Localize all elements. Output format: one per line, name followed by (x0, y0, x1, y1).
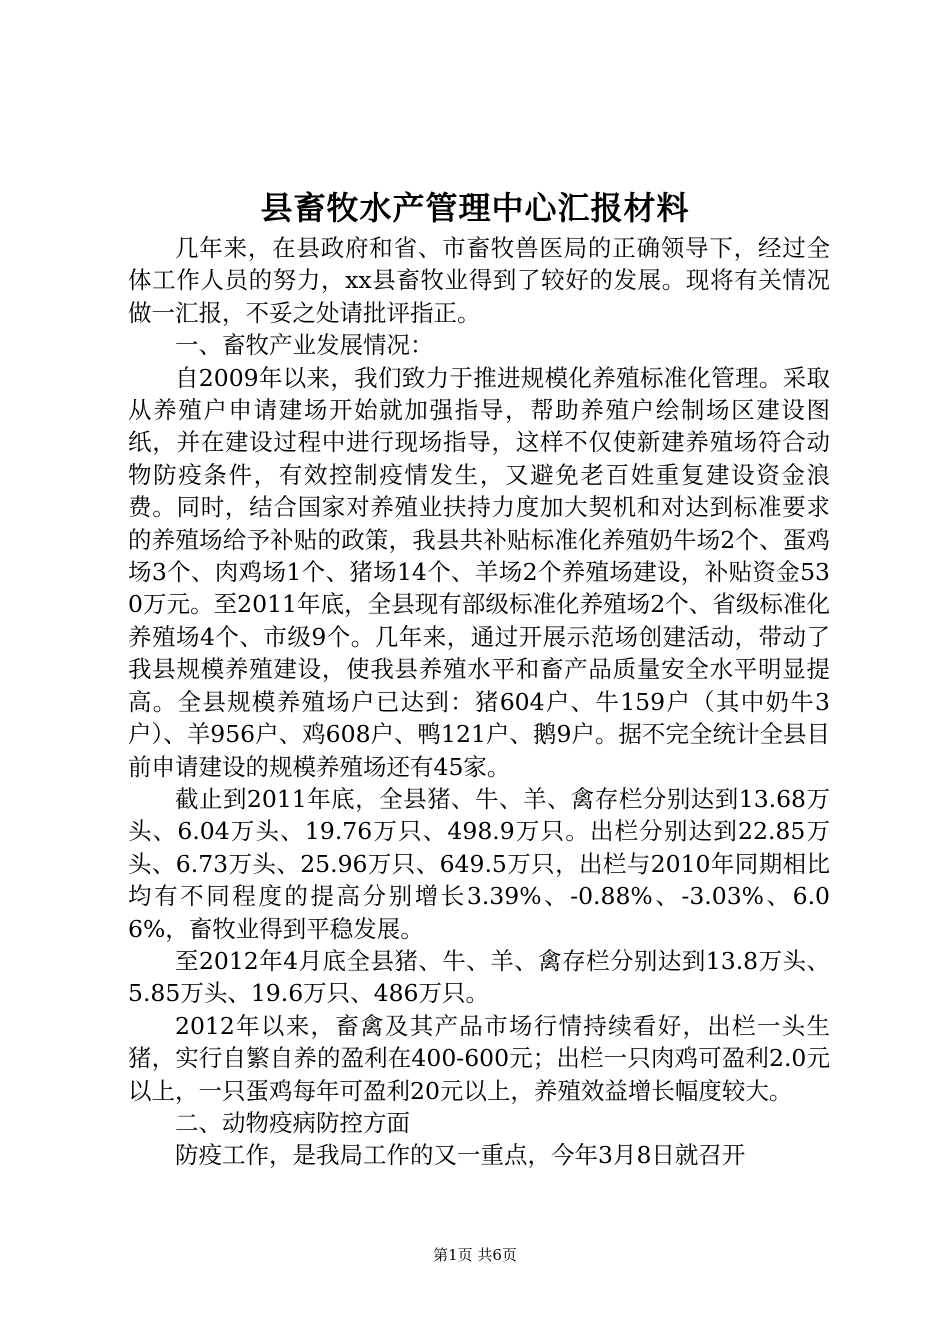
paragraph-market-profit: 2012年以来，畜禽及其产品市场行情持续看好，出栏一头生猪，实行自繁自养的盈利在400-600元；出栏一只肉鸡可盈利2.0元以上，一只蛋鸡每年可盈利20元以上，养殖效益增长幅度较大。 (128, 1011, 830, 1105)
document-body (128, 232, 830, 1172)
paragraph-2011-statistics: 截止到2011年底，全县猪、牛、羊、禽存栏分别达到13.68万头、6.04万头、19.76万只、498.9万只。出栏分别达到22.85万头、6.73万头、25.96万只、649.5万只，出栏与2010年同期相比均有不同程度的提高分别增长3.39%、-0.88%、-3.03%、6.06%，畜牧业得到平稳发展。 (128, 784, 830, 943)
section-heading-livestock: 一、畜牧产业发展情况： (175, 331, 434, 360)
paragraph-livestock-development: 自2009年以来，我们致力于推进规模化养殖标准化管理。采取从养殖户申请建场开始就加强指导，帮助养殖户绘制场区建设图纸，并在建设过程中进行现场指导，这样不仅使新建养殖场符合动物防疫条件，有效控制疫情发生，又避免老百姓重复建设资金浪费。同时，结合国家对养殖业扶持力度加大契机和对达到标准要求的养殖场给予补贴的政策，我县共补贴标准化养殖奶牛场2个、蛋鸡场3个、肉鸡场1个、猪场14个、羊场2个养殖场建设，补贴资金530万元。至2011年底，全县现有部级标准化养殖场2个、省级标准化养殖场4个、市级9个。几年来，通过开展示范场创建活动，带动了我县规模养殖建设，使我县养殖水平和畜产品质量安全水平明显提高。全县规模养殖场户已达到：猪604户、牛159户（其中奶牛3户）、羊956户、鸡608户、鸭121户、鹅9户。据不完全统计全县目前申请建设的规模养殖场还有45家。 (128, 363, 830, 781)
document-title: 县畜牧水产管理中心汇报材料 (260, 189, 690, 227)
paragraph-2012-stock: 至2012年4月底全县猪、牛、羊、禽存栏分别达到13.8万头、5.85万头、19.6万只、486万只。 (128, 946, 830, 1008)
paragraph-epidemic-prevention: 防疫工作，是我局工作的又一重点，今年3月8日就召开 (175, 1141, 746, 1170)
page-number: 第1页 共6页 (433, 1246, 517, 1264)
section-heading-disease-control: 二、动物疫病防控方面 (175, 1108, 410, 1137)
paragraph-intro: 几年来，在县政府和省、市畜牧兽医局的正确领导下，经过全体工作人员的努力，xx县畜牧业得到了较好的发展。现将有关情况做一汇报，不妥之处请批评指正。 (128, 234, 830, 327)
